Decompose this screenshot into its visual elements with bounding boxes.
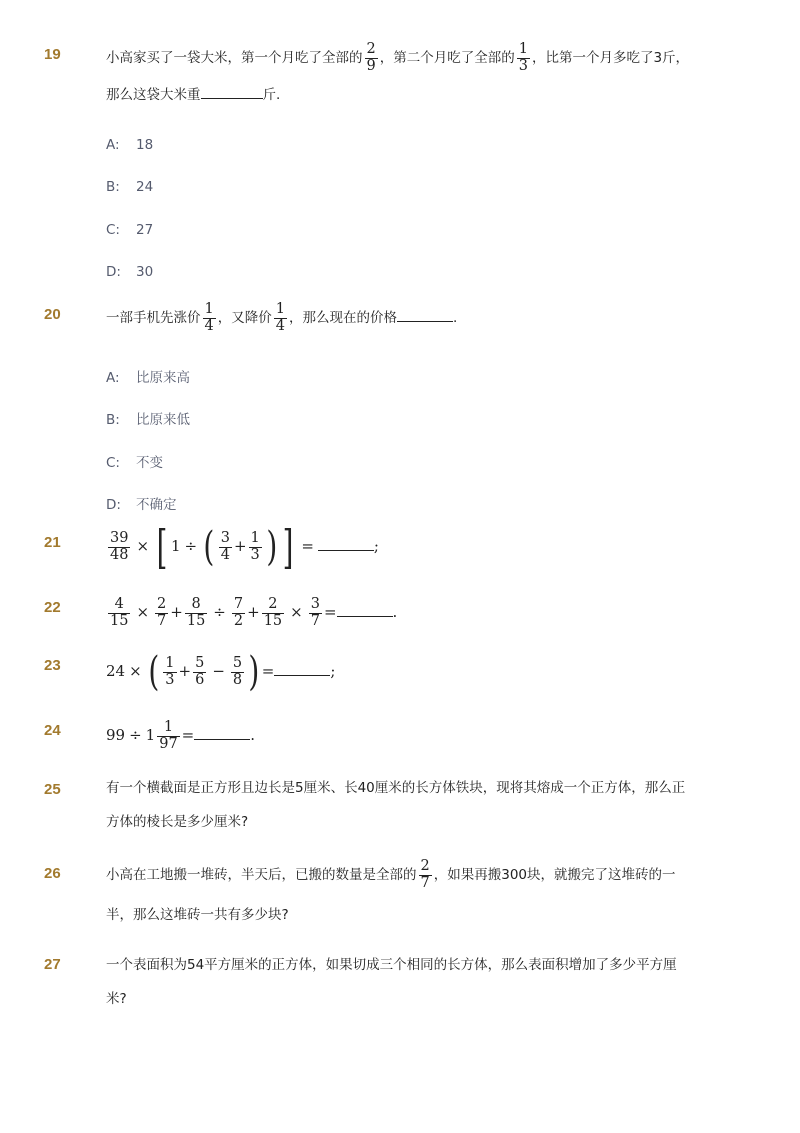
question-text: 一部手机先涨价 $\frac{1}{4}$ ，又降价 $\frac{1}{4}$ ，那么现在的价格 . xyxy=(106,301,458,334)
option-c[interactable]: C: 27 xyxy=(106,222,154,238)
option-a[interactable]: A: 18 xyxy=(106,137,154,153)
question-text: 有一个横截面是正方形且边长是5厘米、长40厘米的长方体铁块，现将其熔成一个正方体，那么正 方体的棱长是多少厘米? xyxy=(106,780,686,830)
question-text: 一个表面积为54平方厘米的正方体，如果切成三个相同的长方体，那么表面积增加了多少平方厘 米? xyxy=(106,957,677,1007)
question-number: 27 xyxy=(44,956,61,973)
fraction: $\frac{2}{9}$ xyxy=(366,41,376,74)
question-number: 26 xyxy=(44,865,61,882)
question-number: 22 xyxy=(44,599,61,616)
answer-blank[interactable] xyxy=(274,674,330,676)
answer-blank[interactable] xyxy=(337,615,393,617)
question-number: 24 xyxy=(44,722,61,739)
option-c[interactable]: C: 不变 xyxy=(106,455,163,471)
question-text: 小高在工地搬一堆砖，半天后，已搬的数量是全部的 $\frac{2}{7}$ ，如果再搬300块，就搬完了这堆砖的一 半，那么这堆砖一共有多少块? xyxy=(106,858,676,923)
math-expression: $\frac{39}{48}$ × [ 1 ÷ ( $\frac{3}{4}$ + $\frac{1}{3}$ ) ] = ; xyxy=(110,520,379,574)
fraction: $\frac{2}{7}$ xyxy=(420,858,430,891)
math-expression: 24 × ( $\frac{1}{3}$ + $\frac{5}{6}$ − $\frac{5}{8}$ ) = ; xyxy=(106,649,336,695)
math-expression: $\frac{4}{15}$ × $\frac{2}{7}$ + $\frac{8}{15}$ ÷ $\frac{7}{2}$ + $\frac{2}{15}$ × $\frac{3}{7}$ = . xyxy=(110,596,398,629)
question-number: 19 xyxy=(44,46,61,63)
fraction: $\frac{1}{3}$ xyxy=(518,41,528,74)
option-b[interactable]: B: 比原来低 xyxy=(106,412,190,428)
fraction: $\frac{1}{4}$ xyxy=(204,301,214,334)
question-number: 20 xyxy=(44,306,61,323)
option-a[interactable]: A: 比原来高 xyxy=(106,370,190,386)
question-number: 25 xyxy=(44,781,61,798)
answer-blank[interactable] xyxy=(194,738,250,740)
math-expression: 99 ÷ 1 $\frac{1}{97}$ = . xyxy=(106,719,256,752)
question-text: 小高家买了一袋大米，第一个月吃了全部的 $\frac{2}{9}$ ，第二个月吃了全部的 $\frac{1}{3}$ ，比第一个月多吃了3斤， 那么这袋大米重 斤. xyxy=(106,41,690,103)
answer-blank[interactable] xyxy=(318,549,374,551)
fraction: $\frac{1}{4}$ xyxy=(275,301,285,334)
question-number: 21 xyxy=(44,534,61,551)
option-d[interactable]: D: 不确定 xyxy=(106,497,177,513)
option-b[interactable]: B: 24 xyxy=(106,179,154,195)
question-number: 23 xyxy=(44,657,61,674)
answer-blank[interactable] xyxy=(397,320,453,322)
option-d[interactable]: D: 30 xyxy=(106,264,154,280)
answer-blank[interactable] xyxy=(201,97,263,99)
